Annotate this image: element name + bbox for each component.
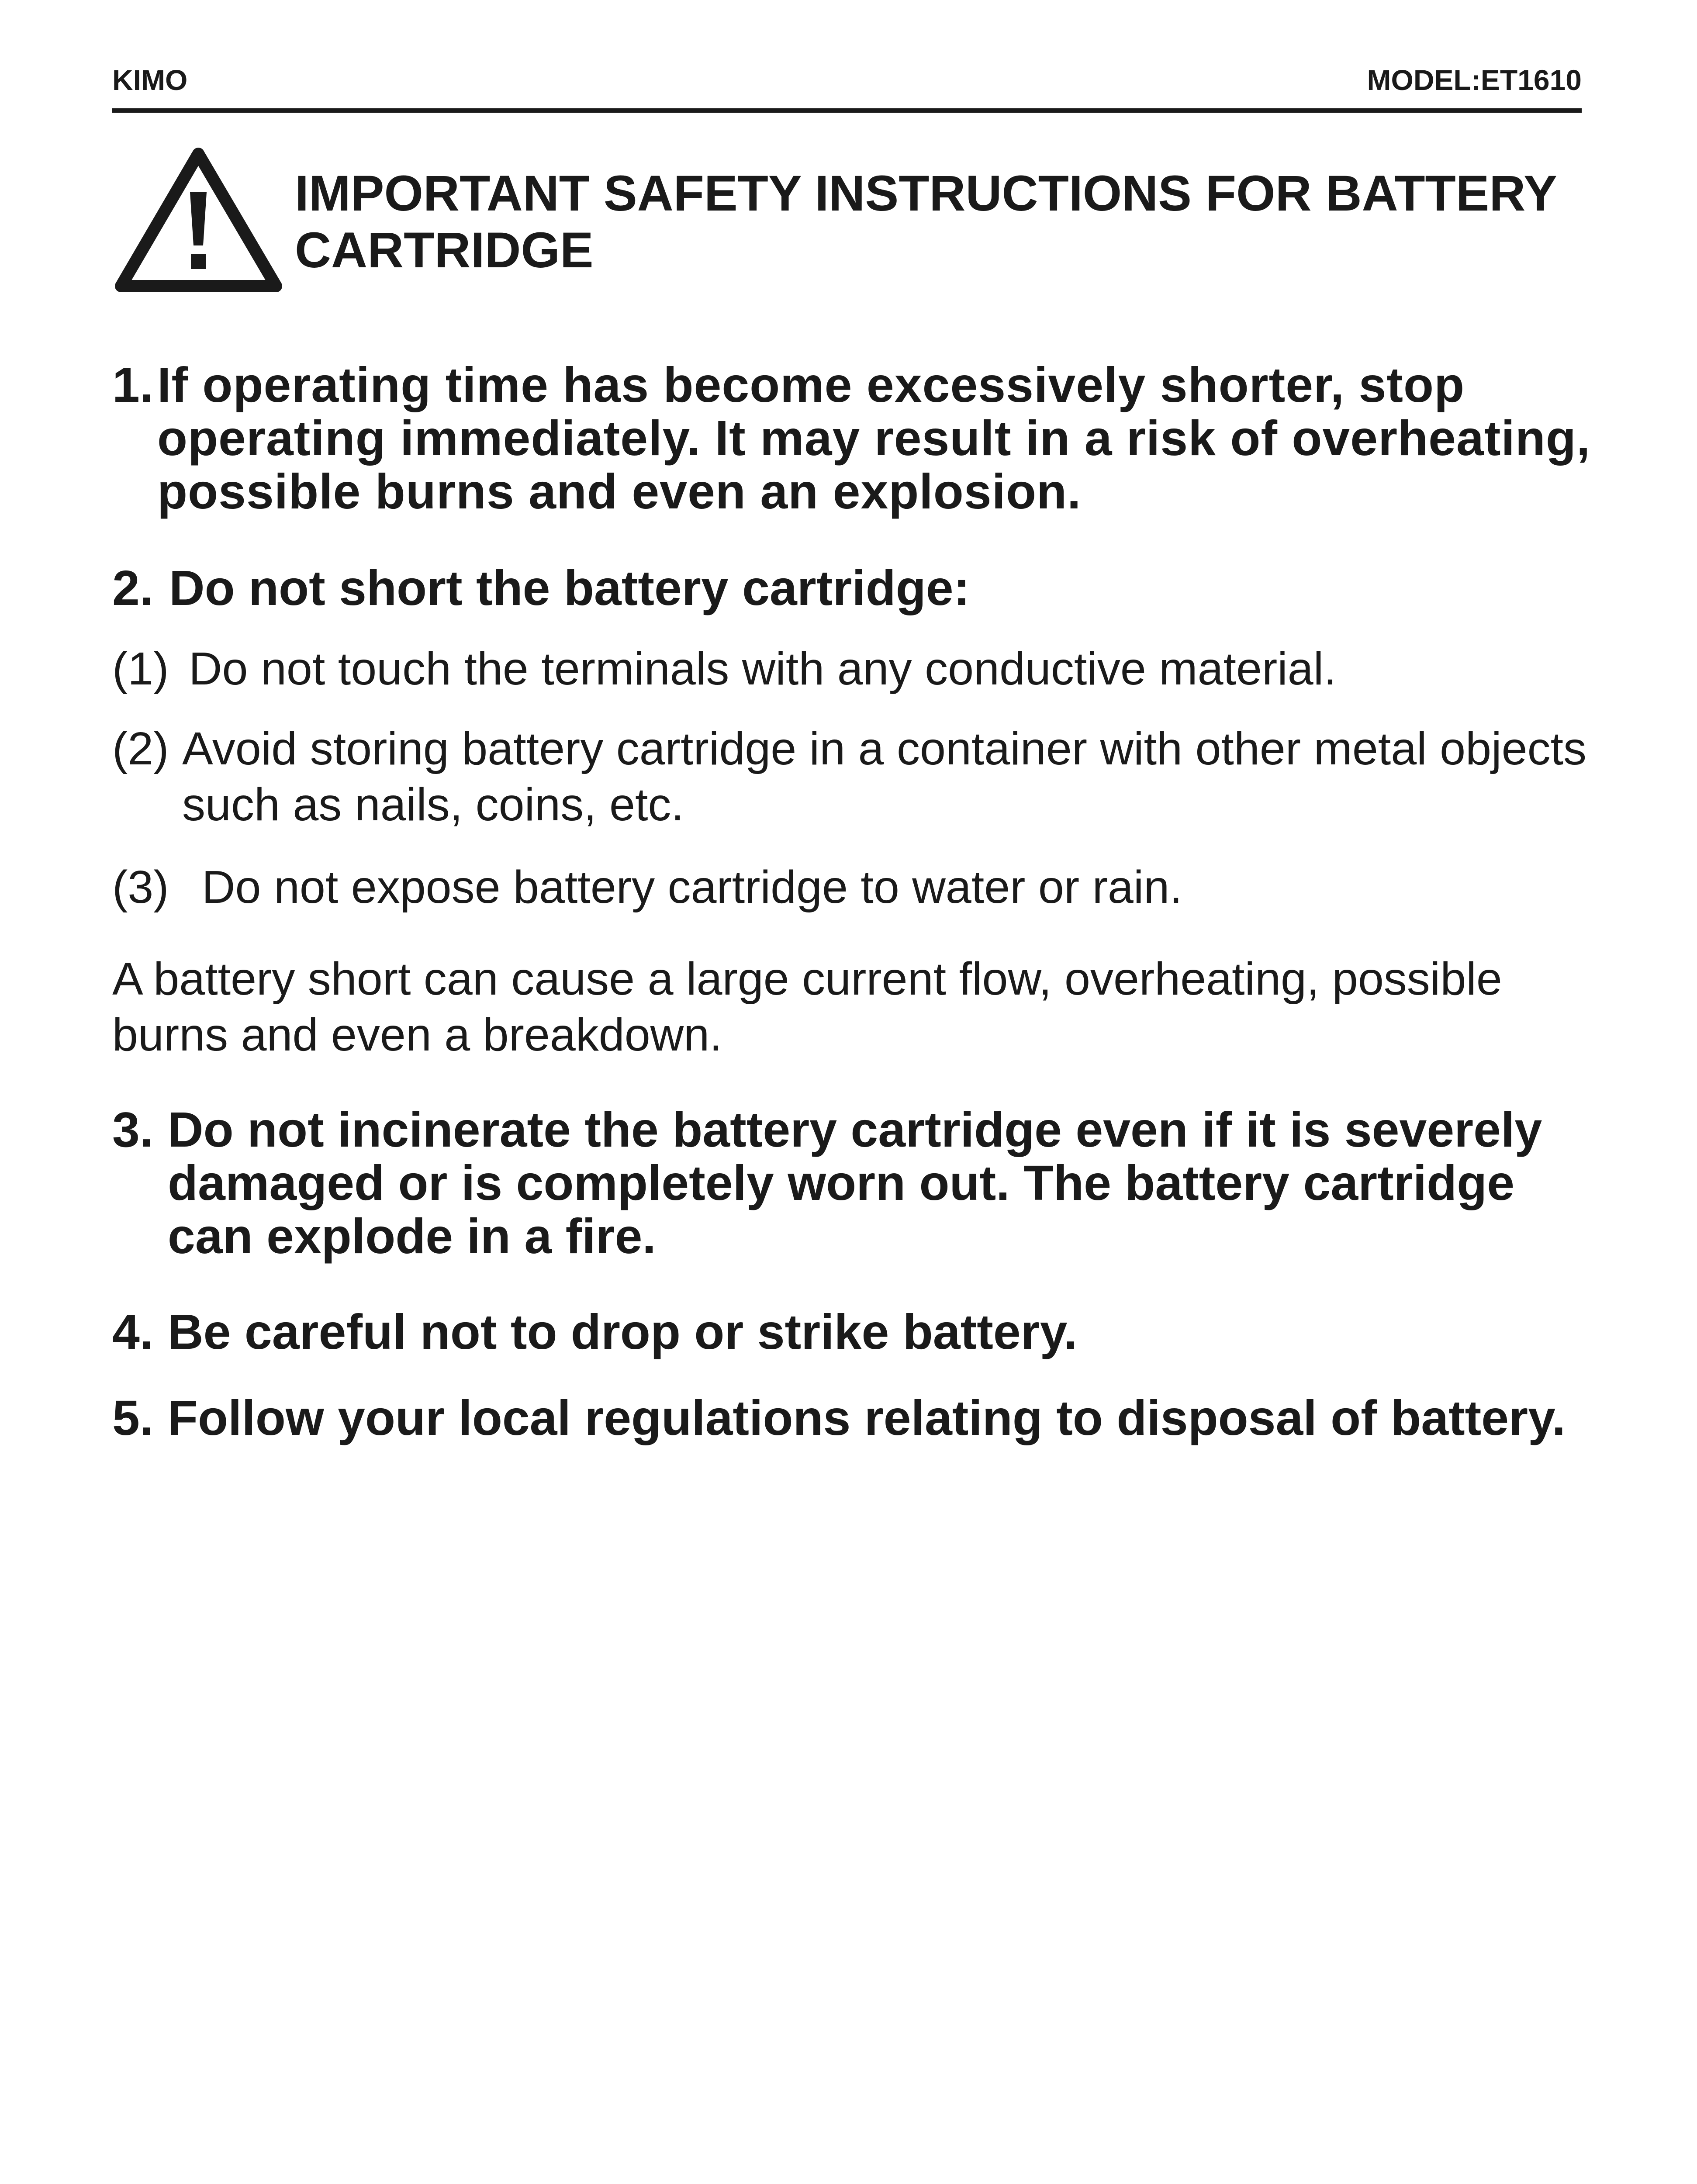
sub-item-text: Do not touch the terminals with any conductive material. [189,643,1337,695]
item-text: Do not incinerate the battery cartridge even if it is severely damaged or is completely worn out. The battery cartridge can explode in a fire. [168,1102,1542,1264]
item-number: 1. [112,357,154,412]
item-number: 2. [112,560,154,615]
instruction-item-3 [112,1103,1597,1263]
header-divider [112,108,1582,113]
sub-item-number: (3) [112,861,169,913]
short-circuit-note: A battery short can cause a large current flow, overheating, possible burns and even a breakdown. [112,953,1502,1061]
sub-item-2 [112,721,1597,833]
sub-item-number: (2) [112,723,169,774]
page-title [295,165,1588,279]
instruction-item-1 [112,358,1597,518]
item-number: 5. [112,1390,154,1445]
instruction-item-4 [112,1305,1597,1358]
header-model: MODEL:ET1610 [1367,64,1582,96]
item-number: 3. [112,1102,154,1157]
title-line-2: CARTRIDGE [295,222,594,278]
instruction-item-5 [112,1391,1597,1444]
item-text: Do not short the battery cartridge: [169,560,970,615]
sub-item-3 [112,859,1597,915]
item-number: 4. [112,1304,154,1359]
warning-triangle-icon [112,144,285,295]
sub-item-text: Avoid storing battery cartridge in a container with other metal objects such as nails, coins, etc. [182,723,1587,830]
instruction-item-2 [112,561,1597,615]
sub-item-text: Do not expose battery cartridge to water or rain. [202,861,1182,913]
item-text: Be careful not to drop or strike battery. [168,1304,1078,1359]
item-text: If operating time has become excessively shorter, stop operating immediately. It may result in a risk of overheating, possible burns and even an explosion. [157,357,1591,519]
sub-item-1 [112,641,1597,697]
title-line-1: IMPORTANT SAFETY INSTRUCTIONS FOR BATTERY [295,166,1557,221]
item-text: Follow your local regulations relating to disposal of battery. [168,1390,1566,1445]
sub-item-number: (1) [112,643,169,695]
header-brand: KIMO [112,64,188,96]
